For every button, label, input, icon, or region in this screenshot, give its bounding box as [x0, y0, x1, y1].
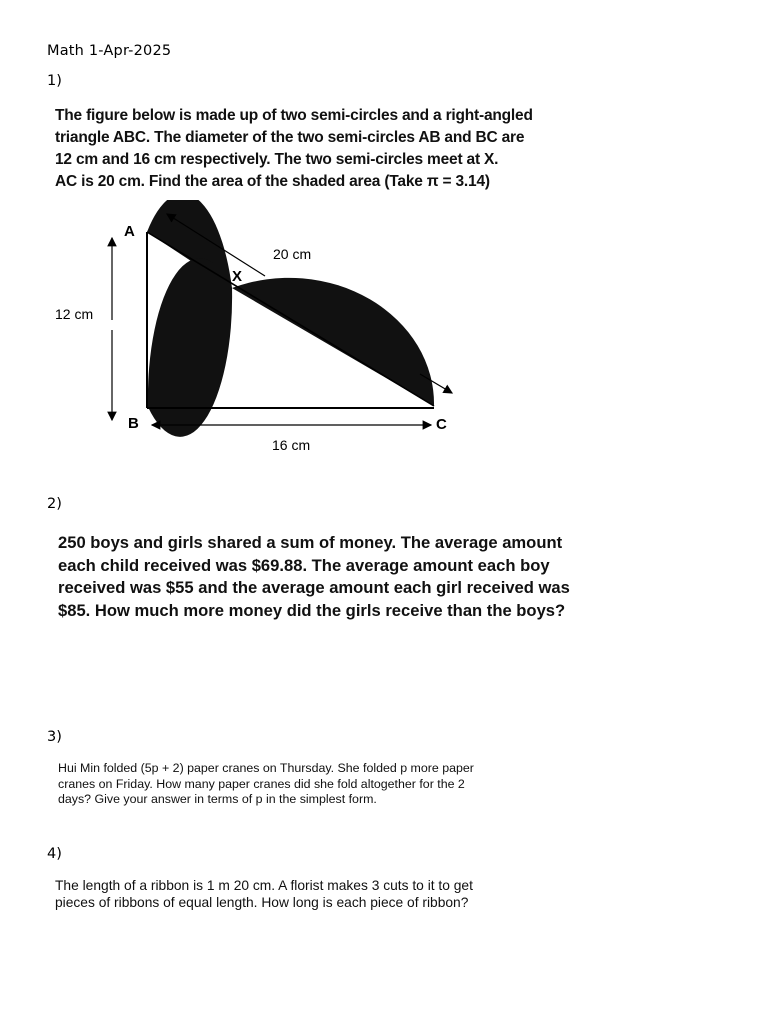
question-3-line: Hui Min folded (5p + 2) paper cranes on Thursday. She folded p more paper: [58, 761, 474, 775]
question-2-line: 250 boys and girls shared a sum of money. The average amount: [58, 533, 563, 552]
label-b: B: [128, 415, 139, 432]
question-3-line: days? Give your answer in terms of p in the simplest form.: [58, 792, 377, 806]
question-2-line: $85. How much more money did the girls receive than the boys?: [58, 600, 566, 620]
label-bc-length: 16 cm: [272, 437, 311, 453]
semicircle-figure: [0, 200, 768, 470]
label-a: A: [124, 223, 135, 240]
question-2-line: each child received was $69.88. The average amount each boy: [58, 555, 550, 575]
question-2-text: [58, 532, 618, 622]
question-1-line: triangle ABC. The diameter of the two semi-circles AB and BC are: [55, 129, 525, 146]
question-4-text: [55, 877, 535, 911]
shaded-region-left: [148, 258, 232, 437]
question-3-text: [58, 761, 538, 808]
question-4-number: 4): [47, 846, 62, 862]
question-3-number: 3): [47, 729, 62, 745]
label-ac-length: 20 cm: [273, 246, 312, 262]
question-2-line: received was $55 and the average amount each girl received was: [58, 578, 570, 597]
question-1-number: 1): [47, 73, 62, 89]
label-x: X: [232, 268, 243, 285]
question-1-line: AC is 20 cm. Find the area of the shaded area (Take π = 3.14): [55, 173, 490, 190]
question-1-line: The figure below is made up of two semi-circles and a right-angled: [55, 107, 533, 124]
question-1-text: [55, 105, 575, 193]
question-4-line: The length of a ribbon is 1 m 20 cm. A florist makes 3 cuts to it to get: [55, 878, 473, 893]
page-title: Math 1-Apr-2025: [47, 43, 172, 59]
question-4-line: pieces of ribbons of equal length. How long is each piece of ribbon?: [55, 895, 469, 910]
question-3-line: cranes on Friday. How many paper cranes did she fold altogether for the 2: [58, 776, 465, 791]
question-2-number: 2): [47, 496, 62, 512]
question-1-line: 12 cm and 16 cm respectively. The two semi-circles meet at X.: [55, 151, 499, 168]
label-ab-length: 12 cm: [55, 306, 94, 322]
label-c: C: [436, 416, 447, 433]
